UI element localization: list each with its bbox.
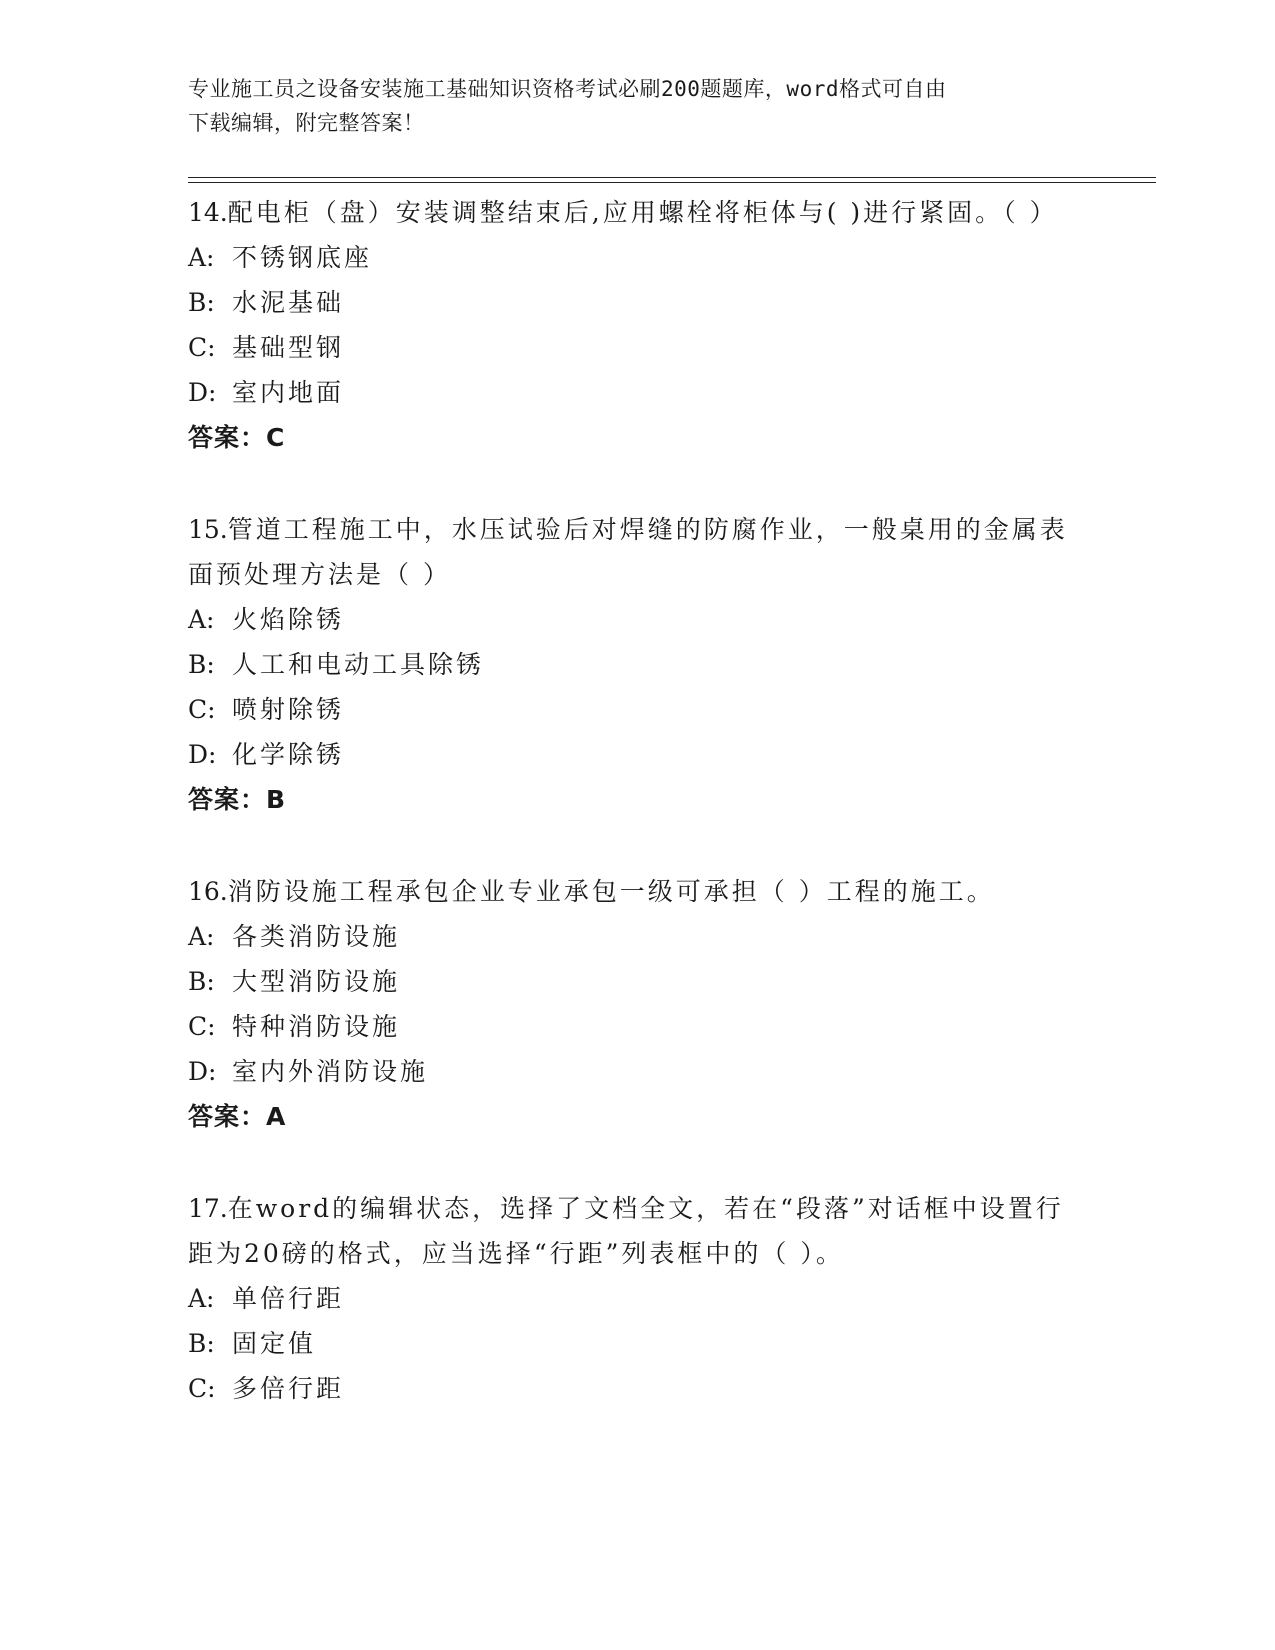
question-stem [188, 869, 1088, 914]
option-text: 各类消防设施 [232, 922, 401, 951]
header-line-1: 专业施工员之设备安装施工基础知识资格考试必刷200题题库，word格式可自由 [188, 77, 947, 101]
option-text: 化学除锈 [232, 740, 345, 769]
question-stem [188, 507, 1088, 597]
option-c [188, 1366, 1088, 1411]
question-list [188, 190, 1088, 1411]
header-rule-bottom [188, 182, 1156, 183]
option-text: 火焰除锈 [232, 605, 345, 634]
option-c [188, 687, 1088, 732]
option-text: 人工和电动工具除锈 [232, 650, 485, 679]
question-stem [188, 190, 1088, 235]
question-text: 在word的编辑状态，选择了文档全文，若在“段落”对话框中设置行距为20磅的格式，应当选择“行距”列表框中的（ ）。 [188, 1194, 1064, 1268]
option-b [188, 642, 1088, 687]
option-a [188, 1276, 1088, 1321]
option-text: 大型消防设施 [232, 967, 401, 996]
question-text: 消防设施工程承包企业专业承包一级可承担（ ）工程的施工。 [227, 877, 995, 906]
option-letter: B: [188, 967, 215, 996]
question-stem [188, 1186, 1088, 1276]
option-text: 不锈钢底座 [232, 243, 373, 272]
option-letter: A: [188, 922, 215, 951]
option-text: 喷射除锈 [232, 695, 345, 724]
question-spacer [188, 460, 1088, 507]
option-c [188, 1004, 1088, 1049]
option-letter: B: [188, 650, 215, 679]
question-spacer [188, 1139, 1088, 1186]
header-line-2: 下载编辑，附完整答案！ [188, 111, 425, 135]
option-letter: C: [188, 695, 216, 724]
option-d [188, 732, 1088, 777]
option-c [188, 325, 1088, 370]
question-number: 14. [188, 198, 228, 227]
option-text: 固定值 [232, 1329, 317, 1358]
question-spacer [188, 822, 1088, 869]
question-number: 17. [188, 1194, 228, 1223]
option-text: 基础型钢 [232, 333, 345, 362]
option-text: 多倍行距 [232, 1374, 345, 1403]
option-letter: C: [188, 1012, 216, 1041]
question-text: 管道工程施工中，水压试验后对焊缝的防腐作业，一般桌用的金属表面预处理方法是（ ） [188, 515, 1068, 589]
option-b [188, 959, 1088, 1004]
question-14 [188, 190, 1088, 460]
option-text: 室内地面 [232, 378, 345, 407]
option-a [188, 597, 1088, 642]
option-text: 水泥基础 [232, 288, 345, 317]
option-letter: D: [188, 740, 217, 769]
document-header [188, 72, 1088, 140]
option-b [188, 1321, 1088, 1366]
option-letter: B: [188, 288, 215, 317]
option-a [188, 235, 1088, 280]
option-b [188, 280, 1088, 325]
option-letter: B: [188, 1329, 215, 1358]
option-letter: D: [188, 1057, 217, 1086]
question-16 [188, 869, 1088, 1139]
option-letter: A: [188, 1284, 215, 1313]
question-number: 15. [188, 515, 228, 544]
option-letter: A: [188, 605, 215, 634]
answer-line: 答案：A [188, 1102, 287, 1131]
question-17 [188, 1186, 1088, 1411]
option-letter: C: [188, 333, 216, 362]
answer-line: 答案：B [188, 785, 287, 814]
header-rule-top [188, 177, 1156, 178]
option-text: 特种消防设施 [232, 1012, 401, 1041]
option-letter: D: [188, 378, 217, 407]
option-text: 单倍行距 [232, 1284, 345, 1313]
answer-line: 答案：C [188, 423, 286, 452]
option-letter: C: [188, 1374, 216, 1403]
option-d [188, 370, 1088, 415]
question-15 [188, 507, 1088, 822]
option-d [188, 1049, 1088, 1094]
option-letter: A: [188, 243, 215, 272]
question-number: 16. [188, 877, 228, 906]
question-text: 配电柜（盘）安装调整结束后,应用螺栓将柜体与( )进行紧固。（ ） [227, 198, 1058, 227]
option-a [188, 914, 1088, 959]
option-text: 室内外消防设施 [232, 1057, 429, 1086]
